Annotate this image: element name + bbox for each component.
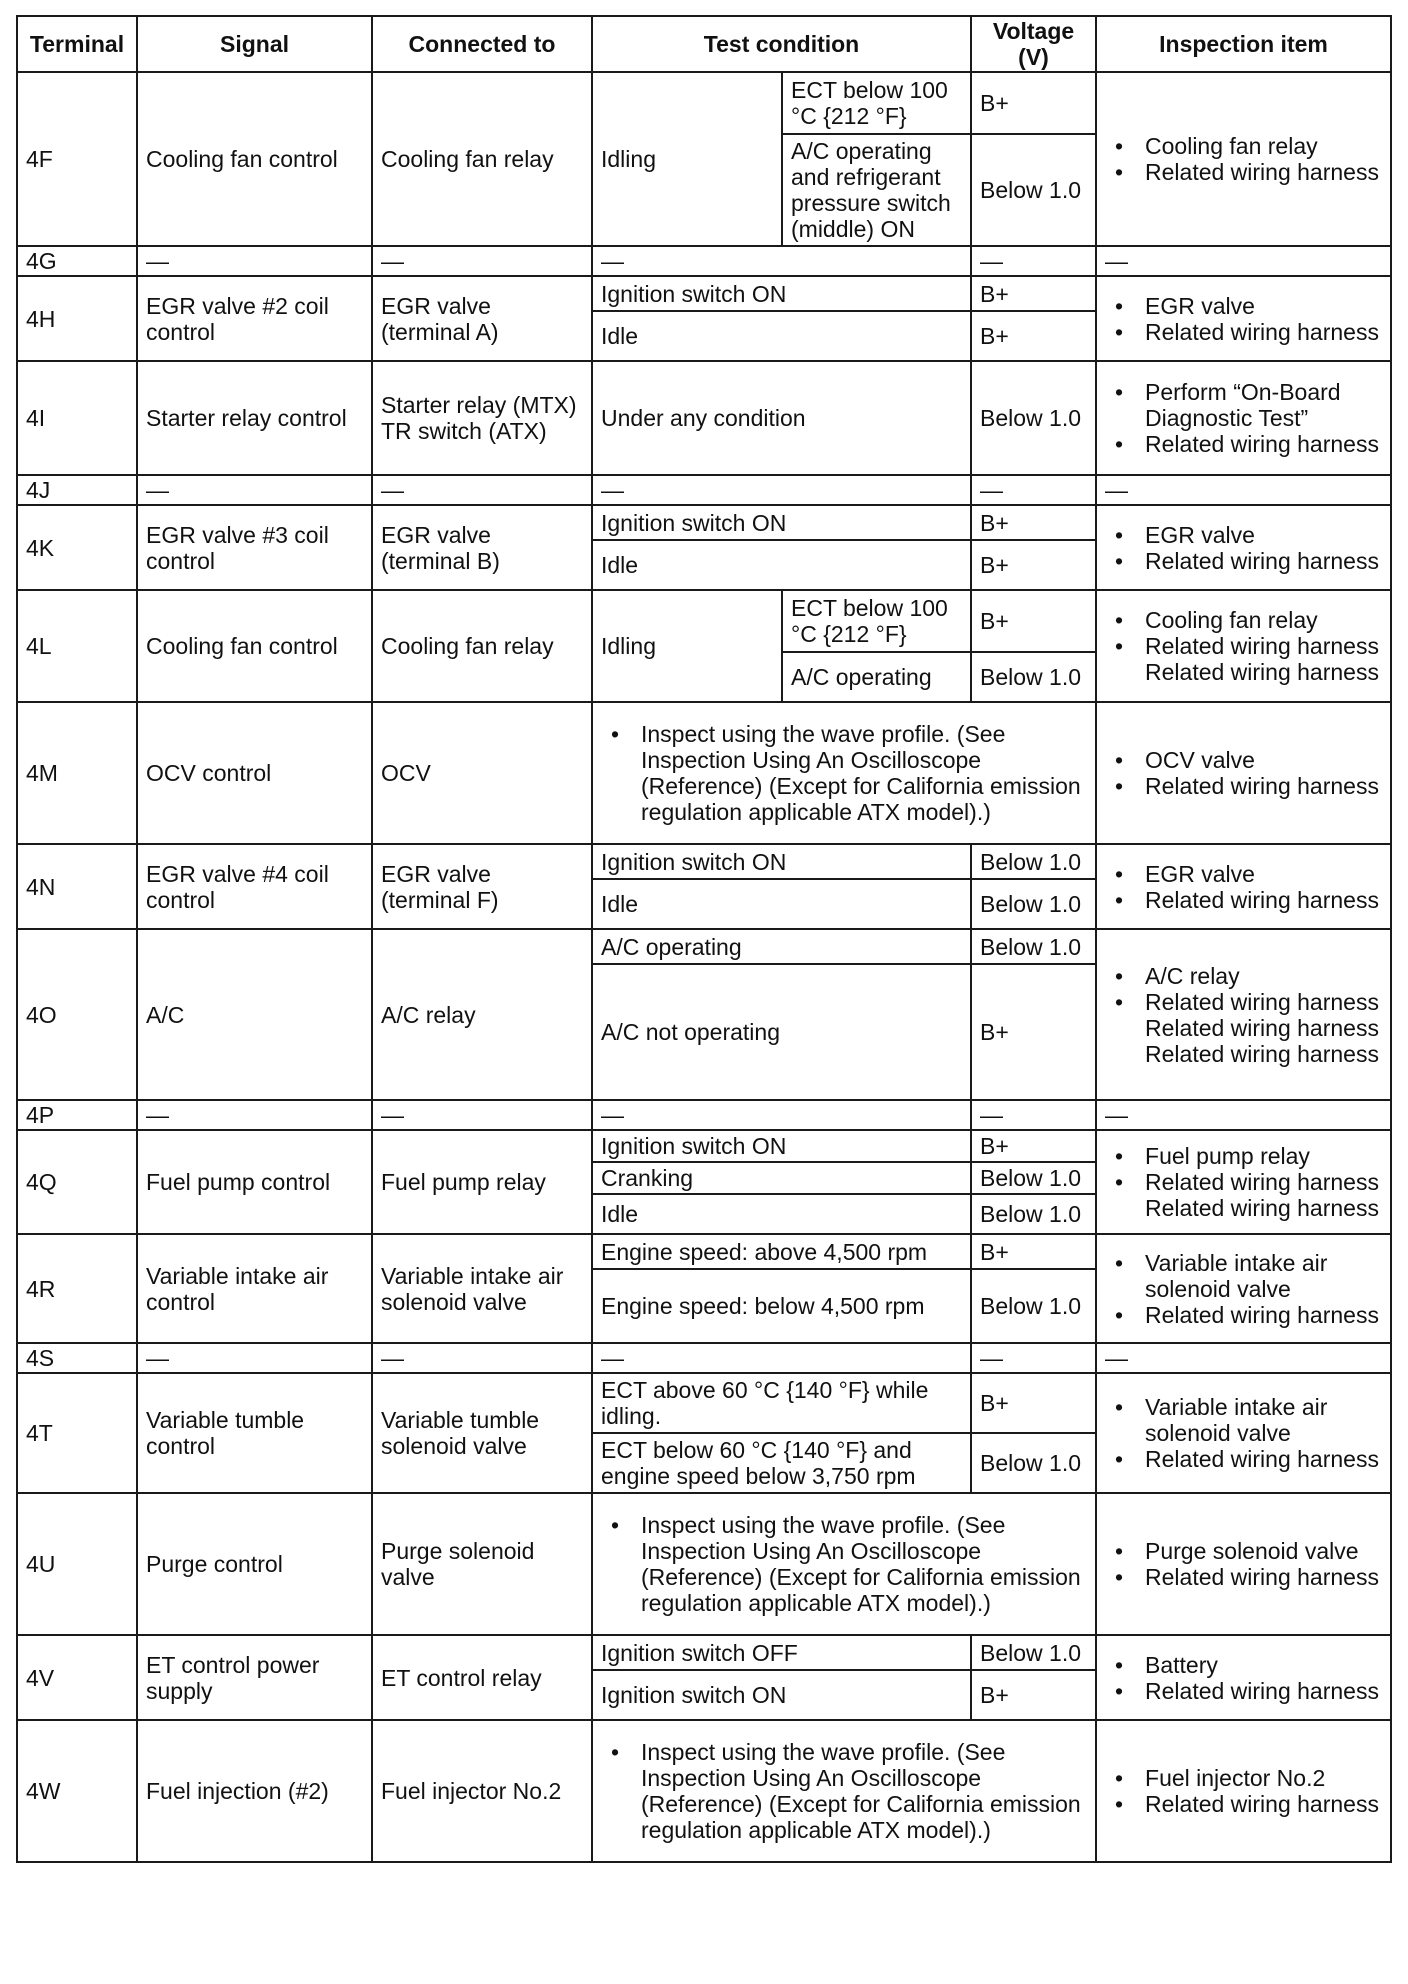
- voltage-cell: B+: [971, 540, 1096, 590]
- condition-cell: Engine speed: below 4,500 rpm: [592, 1269, 971, 1343]
- terminal-cell: 4G: [17, 246, 137, 276]
- dash-cell: —: [137, 1343, 372, 1373]
- inspection-cell: [1096, 844, 1391, 929]
- terminal-cell: 4O: [17, 929, 137, 1100]
- dash-cell: —: [592, 1343, 971, 1373]
- sub-condition-cell: ECT below 100 °C {212 °F}: [782, 590, 971, 652]
- header-terminal: Terminal: [17, 16, 137, 72]
- condition-text: • Inspect using the wave profile. (See Inspection Using An Oscilloscope (Reference) (Except for California emission regulation applicable ATX model).): [641, 721, 1087, 825]
- inspection-item: • Related wiring harness: [1145, 1564, 1382, 1590]
- terminal-cell: 4M: [17, 702, 137, 844]
- inspection-cell: [1096, 702, 1391, 844]
- table-row: [17, 702, 1391, 844]
- terminal-cell: 4Q: [17, 1130, 137, 1234]
- inspection-item: • Purge solenoid valve: [1145, 1538, 1382, 1564]
- connected-cell: Variable intake air solenoid valve: [372, 1234, 592, 1343]
- signal-cell: EGR valve #2 coil control: [137, 276, 372, 361]
- header-test-condition: Test condition: [592, 16, 971, 72]
- dash-cell: —: [372, 246, 592, 276]
- voltage-cell: B+: [971, 72, 1096, 134]
- inspection-item: • EGR valve: [1145, 522, 1382, 548]
- header-signal: Signal: [137, 16, 372, 72]
- terminal-cell: 4W: [17, 1720, 137, 1862]
- inspection-item: • A/C relay: [1145, 963, 1382, 989]
- signal-cell: Fuel pump control: [137, 1130, 372, 1234]
- sub-condition-cell: A/C operating: [782, 652, 971, 702]
- table-row: [17, 929, 1391, 964]
- voltage-cell: Below 1.0: [971, 1194, 1096, 1234]
- inspection-item: • Related wiring harness Related wiring harness: [1145, 633, 1382, 685]
- condition-cell: Under any condition: [592, 361, 971, 475]
- signal-cell: EGR valve #3 coil control: [137, 505, 372, 590]
- inspection-item: • Cooling fan relay: [1145, 607, 1382, 633]
- terminal-cell: 4H: [17, 276, 137, 361]
- dash-cell: —: [971, 475, 1096, 505]
- voltage-cell: B+: [971, 590, 1096, 652]
- table-row: [17, 1493, 1391, 1635]
- table-row: [17, 276, 1391, 311]
- table-row: [17, 590, 1391, 652]
- table-row: [17, 1720, 1391, 1862]
- header-connected-to: Connected to: [372, 16, 592, 72]
- inspection-cell: [1096, 505, 1391, 590]
- dash-cell: —: [971, 1343, 1096, 1373]
- terminal-voltage-table-page: [16, 15, 1390, 1863]
- dash-cell: —: [1096, 1100, 1391, 1130]
- connected-cell: A/C relay: [372, 929, 592, 1100]
- signal-cell: EGR valve #4 coil control: [137, 844, 372, 929]
- voltage-cell: B+: [971, 1130, 1096, 1162]
- table-row: [17, 1100, 1391, 1130]
- terminal-cell: 4U: [17, 1493, 137, 1635]
- condition-cell: Ignition switch ON: [592, 505, 971, 540]
- dash-cell: —: [137, 246, 372, 276]
- terminal-cell: 4K: [17, 505, 137, 590]
- condition-cell: Idle: [592, 879, 971, 929]
- condition-cell: Ignition switch ON: [592, 276, 971, 311]
- dash-cell: —: [137, 475, 372, 505]
- table-row: [17, 844, 1391, 879]
- condition-cell: Engine speed: above 4,500 rpm: [592, 1234, 971, 1269]
- terminal-cell: 4N: [17, 844, 137, 929]
- voltage-cell: Below 1.0: [971, 929, 1096, 964]
- voltage-cell: Below 1.0: [971, 844, 1096, 879]
- signal-cell: ET control power supply: [137, 1635, 372, 1720]
- inspection-item: • Related wiring harness: [1145, 1791, 1382, 1817]
- inspection-item: • EGR valve: [1145, 861, 1382, 887]
- signal-cell: Variable tumble control: [137, 1373, 372, 1493]
- condition-text: • Inspect using the wave profile. (See Inspection Using An Oscilloscope (Reference) (Except for California emission regulation applicable ATX model).): [641, 1512, 1087, 1616]
- header-voltage: Voltage (V): [971, 16, 1096, 72]
- inspection-item: • Related wiring harness: [1145, 319, 1382, 345]
- voltage-cell: B+: [971, 505, 1096, 540]
- terminal-cell: 4S: [17, 1343, 137, 1373]
- inspection-item: • OCV valve: [1145, 747, 1382, 773]
- condition-cell: [592, 1493, 1096, 1635]
- table-row: [17, 246, 1391, 276]
- inspection-item: • Fuel pump relay: [1145, 1143, 1382, 1169]
- signal-cell: OCV control: [137, 702, 372, 844]
- inspection-cell: [1096, 1130, 1391, 1234]
- inspection-item: • Related wiring harness: [1145, 548, 1382, 574]
- connected-cell: EGR valve (terminal B): [372, 505, 592, 590]
- voltage-cell: Below 1.0: [971, 879, 1096, 929]
- terminal-cell: 4R: [17, 1234, 137, 1343]
- inspection-cell: [1096, 590, 1391, 702]
- signal-cell: Fuel injection (#2): [137, 1720, 372, 1862]
- connected-cell: EGR valve (terminal A): [372, 276, 592, 361]
- sub-condition-cell: ECT below 100 °C {212 °F}: [782, 72, 971, 134]
- connected-cell: EGR valve (terminal F): [372, 844, 592, 929]
- table-row: [17, 1234, 1391, 1269]
- voltage-cell: Below 1.0: [971, 361, 1096, 475]
- inspection-item: • Cooling fan relay: [1145, 133, 1382, 159]
- voltage-cell: Below 1.0: [971, 134, 1096, 246]
- condition-cell: [592, 1720, 1096, 1862]
- inspection-cell: [1096, 1493, 1391, 1635]
- connected-cell: Cooling fan relay: [372, 590, 592, 702]
- table-row: [17, 1343, 1391, 1373]
- inspection-cell: [1096, 1635, 1391, 1720]
- dash-cell: —: [592, 1100, 971, 1130]
- signal-cell: Cooling fan control: [137, 72, 372, 246]
- condition-cell: Idle: [592, 540, 971, 590]
- voltage-cell: B+: [971, 1373, 1096, 1433]
- inspection-item: • Related wiring harness: [1145, 159, 1382, 185]
- terminal-cell: 4F: [17, 72, 137, 246]
- condition-cell: Cranking: [592, 1162, 971, 1194]
- table-row: [17, 1373, 1391, 1433]
- signal-cell: Variable intake air control: [137, 1234, 372, 1343]
- condition-cell: Ignition switch OFF: [592, 1635, 971, 1670]
- signal-cell: Purge control: [137, 1493, 372, 1635]
- inspection-cell: [1096, 1373, 1391, 1493]
- condition-cell: Ignition switch ON: [592, 844, 971, 879]
- dash-cell: —: [372, 1343, 592, 1373]
- inspection-cell: [1096, 1720, 1391, 1862]
- terminal-cell: 4T: [17, 1373, 137, 1493]
- inspection-item: • Related wiring harness: [1145, 1446, 1382, 1472]
- signal-cell: A/C: [137, 929, 372, 1100]
- signal-cell: Starter relay control: [137, 361, 372, 475]
- inspection-item: • Variable intake air solenoid valve: [1145, 1250, 1382, 1302]
- terminal-cell: 4P: [17, 1100, 137, 1130]
- inspection-item: • Related wiring harness: [1145, 1302, 1382, 1328]
- table-row: [17, 72, 1391, 134]
- voltage-cell: B+: [971, 1670, 1096, 1720]
- inspection-item: • Variable intake air solenoid valve: [1145, 1394, 1382, 1446]
- inspection-item: • Related wiring harness Related wiring harness: [1145, 1169, 1382, 1221]
- condition-cell: Idling: [592, 590, 782, 702]
- connected-cell: Starter relay (MTX) TR switch (ATX): [372, 361, 592, 475]
- dash-cell: —: [1096, 1343, 1391, 1373]
- signal-cell: Cooling fan control: [137, 590, 372, 702]
- condition-cell: Idling: [592, 72, 782, 246]
- connected-cell: Cooling fan relay: [372, 72, 592, 246]
- dash-cell: —: [1096, 246, 1391, 276]
- inspection-item: • Related wiring harness: [1145, 773, 1382, 799]
- dash-cell: —: [971, 1100, 1096, 1130]
- dash-cell: —: [372, 1100, 592, 1130]
- terminal-cell: 4L: [17, 590, 137, 702]
- dash-cell: —: [592, 246, 971, 276]
- voltage-cell: B+: [971, 964, 1096, 1100]
- voltage-cell: Below 1.0: [971, 652, 1096, 702]
- table-row: [17, 361, 1391, 475]
- inspection-item: • Related wiring harness: [1145, 431, 1382, 457]
- inspection-item: • Related wiring harness: [1145, 1678, 1382, 1704]
- voltage-cell: Below 1.0: [971, 1433, 1096, 1493]
- condition-cell: Idle: [592, 311, 971, 361]
- voltage-cell: Below 1.0: [971, 1162, 1096, 1194]
- dash-cell: —: [137, 1100, 372, 1130]
- voltage-cell: B+: [971, 1234, 1096, 1269]
- inspection-item: • EGR valve: [1145, 293, 1382, 319]
- header-inspection-item: Inspection item: [1096, 16, 1391, 72]
- condition-cell: A/C not operating: [592, 964, 971, 1100]
- condition-cell: Idle: [592, 1194, 971, 1234]
- table-row: [17, 1635, 1391, 1670]
- connected-cell: Purge solenoid valve: [372, 1493, 592, 1635]
- dash-cell: —: [1096, 475, 1391, 505]
- dash-cell: —: [971, 246, 1096, 276]
- inspection-item: • Fuel injector No.2: [1145, 1765, 1382, 1791]
- connected-cell: Variable tumble solenoid valve: [372, 1373, 592, 1493]
- connected-cell: OCV: [372, 702, 592, 844]
- connected-cell: Fuel pump relay: [372, 1130, 592, 1234]
- inspection-item: • Perform “On-Board Diagnostic Test”: [1145, 379, 1382, 431]
- terminal-cell: 4I: [17, 361, 137, 475]
- table-row: [17, 475, 1391, 505]
- inspection-cell: [1096, 276, 1391, 361]
- dash-cell: —: [592, 475, 971, 505]
- voltage-cell: Below 1.0: [971, 1635, 1096, 1670]
- condition-cell: [592, 702, 1096, 844]
- inspection-item: • Related wiring harness: [1145, 887, 1382, 913]
- inspection-cell: [1096, 361, 1391, 475]
- inspection-cell: [1096, 929, 1391, 1100]
- terminal-voltage-table: [16, 15, 1392, 1863]
- condition-cell: A/C operating: [592, 929, 971, 964]
- inspection-cell: [1096, 1234, 1391, 1343]
- terminal-cell: 4V: [17, 1635, 137, 1720]
- condition-cell: Ignition switch ON: [592, 1130, 971, 1162]
- terminal-cell: 4J: [17, 475, 137, 505]
- sub-condition-cell: A/C operating and refrigerant pressure switch (middle) ON: [782, 134, 971, 246]
- inspection-cell: [1096, 72, 1391, 246]
- inspection-item: • Related wiring harness Related wiring harness Related wiring harness: [1145, 989, 1382, 1067]
- connected-cell: Fuel injector No.2: [372, 1720, 592, 1862]
- connected-cell: ET control relay: [372, 1635, 592, 1720]
- condition-cell: ECT below 60 °C {140 °F} and engine speed below 3,750 rpm: [592, 1433, 971, 1493]
- condition-cell: ECT above 60 °C {140 °F} while idling.: [592, 1373, 971, 1433]
- dash-cell: —: [372, 475, 592, 505]
- voltage-cell: B+: [971, 311, 1096, 361]
- table-row: [17, 1130, 1391, 1162]
- voltage-cell: Below 1.0: [971, 1269, 1096, 1343]
- header-row: [17, 16, 1391, 72]
- table-row: [17, 505, 1391, 540]
- condition-cell: Ignition switch ON: [592, 1670, 971, 1720]
- inspection-item: • Battery: [1145, 1652, 1382, 1678]
- condition-text: • Inspect using the wave profile. (See Inspection Using An Oscilloscope (Reference) (Except for California emission regulation applicable ATX model).): [641, 1739, 1087, 1843]
- voltage-cell: B+: [971, 276, 1096, 311]
